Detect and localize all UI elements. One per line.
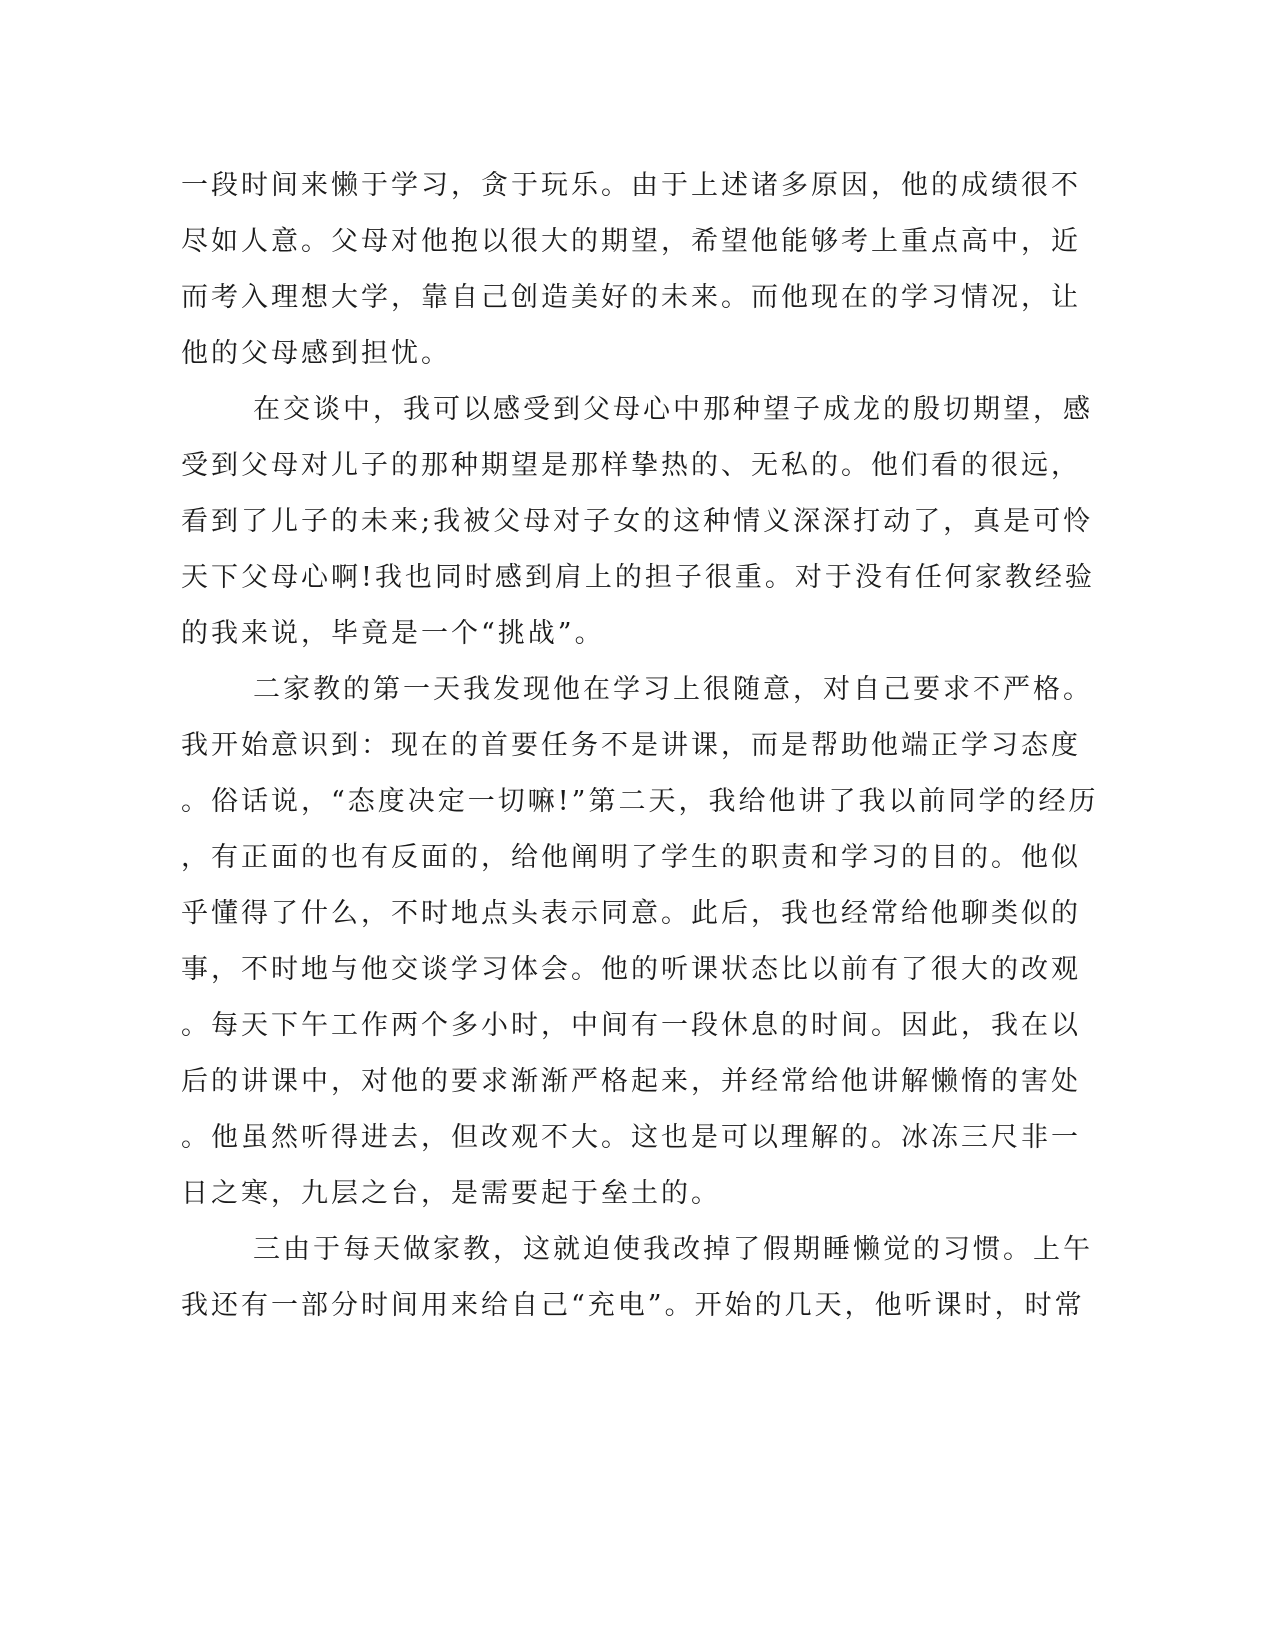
text-line: 受到父母对儿子的那种期望是那样挚热的、无私的。他们看的很远，	[181, 450, 1081, 481]
text-line: 尽如人意。父母对他抱以很大的期望，希望他能够考上重点高中，近	[181, 226, 1081, 257]
text-line: 一段时间来懒于学习，贪于玩乐。由于上述诸多原因，他的成绩很不	[181, 170, 1081, 201]
text-line: 我开始意识到：现在的首要任务不是讲课，而是帮助他端正学习态度	[181, 730, 1081, 761]
text-line: 看到了儿子的未来;我被父母对子女的这种情义深深打动了，真是可怜	[181, 506, 1094, 537]
text-line: 事，不时地与他交谈学习体会。他的听课状态比以前有了很大的改观	[181, 954, 1081, 985]
text-line: 日之寒，九层之台，是需要起于垒土的。	[181, 1178, 721, 1209]
text-line: 他的父母感到担忧。	[181, 338, 451, 369]
text-line: 二家教的第一天我发现他在学习上很随意，对自己要求不严格。	[253, 674, 1093, 705]
text-line: 的我来说，毕竟是一个“挑战”。	[181, 618, 605, 649]
text-line: 乎懂得了什么，不时地点头表示同意。此后，我也经常给他聊类似的	[181, 898, 1081, 929]
text-line: 后的讲课中，对他的要求渐渐严格起来，并经常给他讲解懒惰的害处	[181, 1066, 1081, 1097]
text-line: ，有正面的也有反面的，给他阐明了学生的职责和学习的目的。他似	[181, 842, 1081, 873]
text-line: 天下父母心啊!我也同时感到肩上的担子很重。对于没有任何家教经验	[181, 562, 1095, 593]
text-line: 三由于每天做家教，这就迫使我改掉了假期睡懒觉的习惯。上午	[253, 1234, 1093, 1265]
paragraph-2	[181, 382, 1095, 662]
document-body	[181, 158, 1099, 1334]
paragraph-3	[181, 662, 1099, 1222]
text-line: 而考入理想大学，靠自己创造美好的未来。而他现在的学习情况，让	[181, 282, 1081, 313]
paragraph-1	[181, 158, 1081, 382]
text-line: 。每天下午工作两个多小时，中间有一段休息的时间。因此，我在以	[181, 1010, 1081, 1041]
text-line: 。俗话说，“态度决定一切嘛!”第二天，我给他讲了我以前同学的经历	[181, 786, 1099, 817]
text-line: 我还有一部分时间用来给自己“充电”。开始的几天，他听课时，时常	[181, 1290, 1085, 1321]
text-line: 。他虽然听得进去，但改观不大。这也是可以理解的。冰冻三尺非一	[181, 1122, 1081, 1153]
paragraph-4	[181, 1222, 1093, 1334]
text-line: 在交谈中，我可以感受到父母心中那种望子成龙的殷切期望，感	[253, 394, 1093, 425]
